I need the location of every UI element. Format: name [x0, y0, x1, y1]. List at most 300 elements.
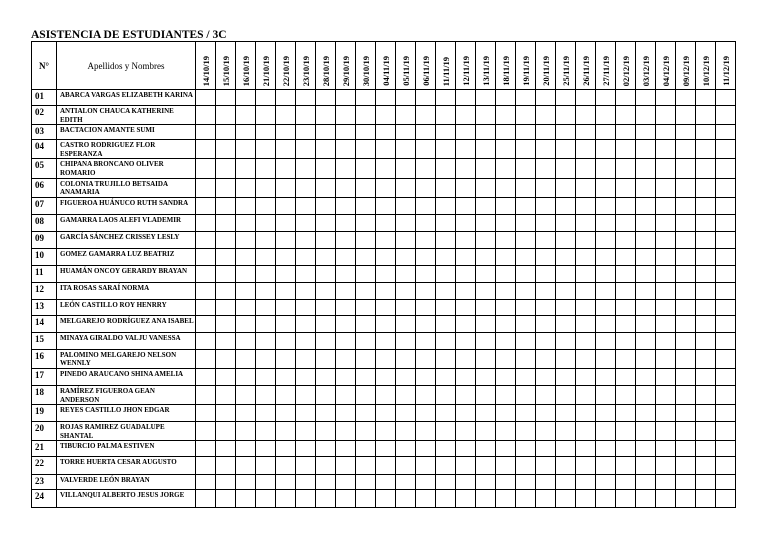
attendance-cell[interactable]: [596, 282, 616, 299]
attendance-cell[interactable]: [576, 248, 596, 265]
attendance-cell[interactable]: [496, 282, 516, 299]
attendance-cell[interactable]: [516, 231, 536, 248]
attendance-cell[interactable]: [716, 368, 736, 385]
attendance-cell[interactable]: [556, 457, 576, 475]
attendance-cell[interactable]: [516, 299, 536, 315]
attendance-cell[interactable]: [616, 332, 636, 349]
attendance-cell[interactable]: [656, 178, 676, 197]
attendance-cell[interactable]: [716, 332, 736, 349]
attendance-cell[interactable]: [476, 265, 496, 282]
attendance-cell[interactable]: [596, 178, 616, 197]
attendance-cell[interactable]: [396, 368, 416, 385]
attendance-cell[interactable]: [396, 178, 416, 197]
attendance-cell[interactable]: [376, 368, 396, 385]
attendance-cell[interactable]: [276, 282, 296, 299]
attendance-cell[interactable]: [496, 214, 516, 231]
attendance-cell[interactable]: [516, 248, 536, 265]
attendance-cell[interactable]: [276, 231, 296, 248]
attendance-cell[interactable]: [716, 405, 736, 422]
attendance-cell[interactable]: [236, 248, 256, 265]
attendance-cell[interactable]: [436, 385, 456, 404]
attendance-cell[interactable]: [396, 457, 416, 475]
attendance-cell[interactable]: [316, 282, 336, 299]
attendance-cell[interactable]: [396, 332, 416, 349]
attendance-cell[interactable]: [276, 349, 296, 368]
attendance-cell[interactable]: [696, 125, 716, 140]
attendance-cell[interactable]: [416, 385, 436, 404]
attendance-cell[interactable]: [416, 475, 436, 490]
attendance-cell[interactable]: [256, 457, 276, 475]
attendance-cell[interactable]: [576, 159, 596, 178]
attendance-cell[interactable]: [336, 457, 356, 475]
attendance-cell[interactable]: [396, 106, 416, 125]
attendance-cell[interactable]: [296, 315, 316, 332]
attendance-cell[interactable]: [436, 265, 456, 282]
attendance-cell[interactable]: [216, 368, 236, 385]
attendance-cell[interactable]: [416, 490, 436, 508]
attendance-cell[interactable]: [536, 490, 556, 508]
attendance-cell[interactable]: [496, 106, 516, 125]
attendance-cell[interactable]: [336, 349, 356, 368]
attendance-cell[interactable]: [496, 405, 516, 422]
attendance-cell[interactable]: [436, 197, 456, 214]
attendance-cell[interactable]: [436, 475, 456, 490]
attendance-cell[interactable]: [276, 315, 296, 332]
attendance-cell[interactable]: [236, 299, 256, 315]
attendance-cell[interactable]: [256, 282, 276, 299]
attendance-cell[interactable]: [416, 457, 436, 475]
attendance-cell[interactable]: [656, 441, 676, 457]
attendance-cell[interactable]: [276, 299, 296, 315]
attendance-cell[interactable]: [336, 441, 356, 457]
attendance-cell[interactable]: [616, 106, 636, 125]
attendance-cell[interactable]: [196, 422, 216, 441]
attendance-cell[interactable]: [716, 231, 736, 248]
attendance-cell[interactable]: [396, 214, 416, 231]
attendance-cell[interactable]: [436, 405, 456, 422]
attendance-cell[interactable]: [336, 197, 356, 214]
attendance-cell[interactable]: [696, 140, 716, 159]
attendance-cell[interactable]: [216, 159, 236, 178]
attendance-cell[interactable]: [596, 214, 616, 231]
attendance-cell[interactable]: [616, 282, 636, 299]
attendance-cell[interactable]: [436, 159, 456, 178]
attendance-cell[interactable]: [216, 265, 236, 282]
attendance-cell[interactable]: [476, 457, 496, 475]
attendance-cell[interactable]: [576, 299, 596, 315]
attendance-cell[interactable]: [436, 178, 456, 197]
attendance-cell[interactable]: [496, 332, 516, 349]
attendance-cell[interactable]: [556, 490, 576, 508]
attendance-cell[interactable]: [416, 140, 436, 159]
attendance-cell[interactable]: [396, 197, 416, 214]
attendance-cell[interactable]: [556, 214, 576, 231]
attendance-cell[interactable]: [416, 106, 436, 125]
attendance-cell[interactable]: [356, 422, 376, 441]
attendance-cell[interactable]: [656, 368, 676, 385]
attendance-cell[interactable]: [636, 106, 656, 125]
attendance-cell[interactable]: [556, 299, 576, 315]
attendance-cell[interactable]: [316, 457, 336, 475]
attendance-cell[interactable]: [676, 159, 696, 178]
attendance-cell[interactable]: [216, 282, 236, 299]
attendance-cell[interactable]: [276, 368, 296, 385]
attendance-cell[interactable]: [196, 159, 216, 178]
attendance-cell[interactable]: [516, 178, 536, 197]
attendance-cell[interactable]: [496, 299, 516, 315]
attendance-cell[interactable]: [296, 159, 316, 178]
attendance-cell[interactable]: [516, 159, 536, 178]
attendance-cell[interactable]: [716, 125, 736, 140]
attendance-cell[interactable]: [276, 106, 296, 125]
attendance-cell[interactable]: [616, 385, 636, 404]
attendance-cell[interactable]: [216, 441, 236, 457]
attendance-cell[interactable]: [296, 214, 316, 231]
attendance-cell[interactable]: [716, 315, 736, 332]
attendance-cell[interactable]: [376, 349, 396, 368]
attendance-cell[interactable]: [536, 441, 556, 457]
attendance-cell[interactable]: [336, 475, 356, 490]
attendance-cell[interactable]: [376, 422, 396, 441]
attendance-cell[interactable]: [236, 140, 256, 159]
attendance-cell[interactable]: [636, 368, 656, 385]
attendance-cell[interactable]: [256, 490, 276, 508]
attendance-cell[interactable]: [236, 405, 256, 422]
attendance-cell[interactable]: [356, 265, 376, 282]
attendance-cell[interactable]: [656, 265, 676, 282]
attendance-cell[interactable]: [256, 159, 276, 178]
attendance-cell[interactable]: [356, 457, 376, 475]
attendance-cell[interactable]: [596, 231, 616, 248]
attendance-cell[interactable]: [636, 231, 656, 248]
attendance-cell[interactable]: [556, 441, 576, 457]
attendance-cell[interactable]: [276, 475, 296, 490]
attendance-cell[interactable]: [416, 349, 436, 368]
attendance-cell[interactable]: [656, 231, 676, 248]
attendance-cell[interactable]: [276, 265, 296, 282]
attendance-cell[interactable]: [476, 315, 496, 332]
attendance-cell[interactable]: [636, 385, 656, 404]
attendance-cell[interactable]: [536, 315, 556, 332]
attendance-cell[interactable]: [256, 315, 276, 332]
attendance-cell[interactable]: [256, 422, 276, 441]
attendance-cell[interactable]: [476, 197, 496, 214]
attendance-cell[interactable]: [256, 385, 276, 404]
attendance-cell[interactable]: [436, 140, 456, 159]
attendance-cell[interactable]: [656, 475, 676, 490]
attendance-cell[interactable]: [296, 490, 316, 508]
attendance-cell[interactable]: [556, 231, 576, 248]
attendance-cell[interactable]: [236, 90, 256, 106]
attendance-cell[interactable]: [216, 248, 236, 265]
attendance-cell[interactable]: [416, 299, 436, 315]
attendance-cell[interactable]: [356, 231, 376, 248]
attendance-cell[interactable]: [196, 332, 216, 349]
attendance-cell[interactable]: [376, 332, 396, 349]
attendance-cell[interactable]: [356, 490, 376, 508]
attendance-cell[interactable]: [676, 385, 696, 404]
attendance-cell[interactable]: [296, 106, 316, 125]
attendance-cell[interactable]: [236, 197, 256, 214]
attendance-cell[interactable]: [716, 282, 736, 299]
attendance-cell[interactable]: [436, 125, 456, 140]
attendance-cell[interactable]: [696, 248, 716, 265]
attendance-cell[interactable]: [536, 214, 556, 231]
attendance-cell[interactable]: [636, 159, 656, 178]
attendance-cell[interactable]: [576, 178, 596, 197]
attendance-cell[interactable]: [236, 125, 256, 140]
attendance-cell[interactable]: [316, 422, 336, 441]
attendance-cell[interactable]: [616, 178, 636, 197]
attendance-cell[interactable]: [336, 385, 356, 404]
attendance-cell[interactable]: [596, 385, 616, 404]
attendance-cell[interactable]: [196, 125, 216, 140]
attendance-cell[interactable]: [196, 405, 216, 422]
attendance-cell[interactable]: [656, 140, 676, 159]
attendance-cell[interactable]: [496, 140, 516, 159]
attendance-cell[interactable]: [656, 422, 676, 441]
attendance-cell[interactable]: [576, 140, 596, 159]
attendance-cell[interactable]: [236, 282, 256, 299]
attendance-cell[interactable]: [256, 349, 276, 368]
attendance-cell[interactable]: [656, 457, 676, 475]
attendance-cell[interactable]: [376, 197, 396, 214]
attendance-cell[interactable]: [216, 490, 236, 508]
attendance-cell[interactable]: [556, 178, 576, 197]
attendance-cell[interactable]: [336, 214, 356, 231]
attendance-cell[interactable]: [656, 125, 676, 140]
attendance-cell[interactable]: [456, 248, 476, 265]
attendance-cell[interactable]: [396, 475, 416, 490]
attendance-cell[interactable]: [556, 140, 576, 159]
attendance-cell[interactable]: [676, 265, 696, 282]
attendance-cell[interactable]: [576, 197, 596, 214]
attendance-cell[interactable]: [696, 475, 716, 490]
attendance-cell[interactable]: [696, 349, 716, 368]
attendance-cell[interactable]: [256, 441, 276, 457]
attendance-cell[interactable]: [516, 405, 536, 422]
attendance-cell[interactable]: [456, 385, 476, 404]
attendance-cell[interactable]: [216, 349, 236, 368]
attendance-cell[interactable]: [216, 90, 236, 106]
attendance-cell[interactable]: [496, 178, 516, 197]
attendance-cell[interactable]: [536, 140, 556, 159]
attendance-cell[interactable]: [476, 125, 496, 140]
attendance-cell[interactable]: [456, 90, 476, 106]
attendance-cell[interactable]: [516, 265, 536, 282]
attendance-cell[interactable]: [616, 125, 636, 140]
attendance-cell[interactable]: [316, 441, 336, 457]
attendance-cell[interactable]: [296, 405, 316, 422]
attendance-cell[interactable]: [416, 248, 436, 265]
attendance-cell[interactable]: [216, 231, 236, 248]
attendance-cell[interactable]: [256, 475, 276, 490]
attendance-cell[interactable]: [336, 125, 356, 140]
attendance-cell[interactable]: [716, 140, 736, 159]
attendance-cell[interactable]: [616, 368, 636, 385]
attendance-cell[interactable]: [456, 214, 476, 231]
attendance-cell[interactable]: [436, 90, 456, 106]
attendance-cell[interactable]: [396, 125, 416, 140]
attendance-cell[interactable]: [256, 265, 276, 282]
attendance-cell[interactable]: [496, 368, 516, 385]
attendance-cell[interactable]: [576, 385, 596, 404]
attendance-cell[interactable]: [676, 248, 696, 265]
attendance-cell[interactable]: [556, 265, 576, 282]
attendance-cell[interactable]: [236, 457, 256, 475]
attendance-cell[interactable]: [256, 405, 276, 422]
attendance-cell[interactable]: [356, 178, 376, 197]
attendance-cell[interactable]: [676, 441, 696, 457]
attendance-cell[interactable]: [536, 282, 556, 299]
attendance-cell[interactable]: [396, 90, 416, 106]
attendance-cell[interactable]: [656, 332, 676, 349]
attendance-cell[interactable]: [596, 315, 616, 332]
attendance-cell[interactable]: [356, 441, 376, 457]
attendance-cell[interactable]: [596, 441, 616, 457]
attendance-cell[interactable]: [436, 231, 456, 248]
attendance-cell[interactable]: [656, 90, 676, 106]
attendance-cell[interactable]: [516, 282, 536, 299]
attendance-cell[interactable]: [336, 178, 356, 197]
attendance-cell[interactable]: [636, 197, 656, 214]
attendance-cell[interactable]: [636, 125, 656, 140]
attendance-cell[interactable]: [536, 106, 556, 125]
attendance-cell[interactable]: [636, 140, 656, 159]
attendance-cell[interactable]: [636, 441, 656, 457]
attendance-cell[interactable]: [616, 422, 636, 441]
attendance-cell[interactable]: [396, 282, 416, 299]
attendance-cell[interactable]: [656, 349, 676, 368]
attendance-cell[interactable]: [196, 475, 216, 490]
attendance-cell[interactable]: [576, 422, 596, 441]
attendance-cell[interactable]: [656, 385, 676, 404]
attendance-cell[interactable]: [496, 90, 516, 106]
attendance-cell[interactable]: [316, 248, 336, 265]
attendance-cell[interactable]: [516, 90, 536, 106]
attendance-cell[interactable]: [356, 159, 376, 178]
attendance-cell[interactable]: [576, 457, 596, 475]
attendance-cell[interactable]: [436, 368, 456, 385]
attendance-cell[interactable]: [216, 332, 236, 349]
attendance-cell[interactable]: [656, 197, 676, 214]
attendance-cell[interactable]: [676, 214, 696, 231]
attendance-cell[interactable]: [196, 265, 216, 282]
attendance-cell[interactable]: [436, 248, 456, 265]
attendance-cell[interactable]: [676, 315, 696, 332]
attendance-cell[interactable]: [456, 475, 476, 490]
attendance-cell[interactable]: [396, 422, 416, 441]
attendance-cell[interactable]: [216, 197, 236, 214]
attendance-cell[interactable]: [716, 248, 736, 265]
attendance-cell[interactable]: [676, 125, 696, 140]
attendance-cell[interactable]: [316, 140, 336, 159]
attendance-cell[interactable]: [696, 315, 716, 332]
attendance-cell[interactable]: [236, 265, 256, 282]
attendance-cell[interactable]: [596, 197, 616, 214]
attendance-cell[interactable]: [256, 197, 276, 214]
attendance-cell[interactable]: [516, 441, 536, 457]
attendance-cell[interactable]: [236, 422, 256, 441]
attendance-cell[interactable]: [236, 159, 256, 178]
attendance-cell[interactable]: [616, 231, 636, 248]
attendance-cell[interactable]: [516, 385, 536, 404]
attendance-cell[interactable]: [336, 315, 356, 332]
attendance-cell[interactable]: [596, 248, 616, 265]
attendance-cell[interactable]: [456, 106, 476, 125]
attendance-cell[interactable]: [316, 332, 336, 349]
attendance-cell[interactable]: [656, 106, 676, 125]
attendance-cell[interactable]: [676, 422, 696, 441]
attendance-cell[interactable]: [196, 197, 216, 214]
attendance-cell[interactable]: [456, 441, 476, 457]
attendance-cell[interactable]: [216, 178, 236, 197]
attendance-cell[interactable]: [676, 368, 696, 385]
attendance-cell[interactable]: [356, 248, 376, 265]
attendance-cell[interactable]: [356, 125, 376, 140]
attendance-cell[interactable]: [396, 315, 416, 332]
attendance-cell[interactable]: [716, 265, 736, 282]
attendance-cell[interactable]: [556, 197, 576, 214]
attendance-cell[interactable]: [356, 214, 376, 231]
attendance-cell[interactable]: [316, 475, 336, 490]
attendance-cell[interactable]: [696, 90, 716, 106]
attendance-cell[interactable]: [276, 385, 296, 404]
attendance-cell[interactable]: [376, 178, 396, 197]
attendance-cell[interactable]: [436, 214, 456, 231]
attendance-cell[interactable]: [396, 159, 416, 178]
attendance-cell[interactable]: [636, 282, 656, 299]
attendance-cell[interactable]: [696, 178, 716, 197]
attendance-cell[interactable]: [616, 265, 636, 282]
attendance-cell[interactable]: [196, 368, 216, 385]
attendance-cell[interactable]: [536, 299, 556, 315]
attendance-cell[interactable]: [396, 265, 416, 282]
attendance-cell[interactable]: [276, 125, 296, 140]
attendance-cell[interactable]: [276, 248, 296, 265]
attendance-cell[interactable]: [276, 140, 296, 159]
attendance-cell[interactable]: [716, 90, 736, 106]
attendance-cell[interactable]: [396, 231, 416, 248]
attendance-cell[interactable]: [496, 490, 516, 508]
attendance-cell[interactable]: [296, 282, 316, 299]
attendance-cell[interactable]: [376, 457, 396, 475]
attendance-cell[interactable]: [376, 90, 396, 106]
attendance-cell[interactable]: [456, 405, 476, 422]
attendance-cell[interactable]: [356, 385, 376, 404]
attendance-cell[interactable]: [696, 231, 716, 248]
attendance-cell[interactable]: [676, 282, 696, 299]
attendance-cell[interactable]: [256, 231, 276, 248]
attendance-cell[interactable]: [676, 349, 696, 368]
attendance-cell[interactable]: [536, 178, 556, 197]
attendance-cell[interactable]: [676, 457, 696, 475]
attendance-cell[interactable]: [616, 405, 636, 422]
attendance-cell[interactable]: [536, 422, 556, 441]
attendance-cell[interactable]: [316, 159, 336, 178]
attendance-cell[interactable]: [676, 90, 696, 106]
attendance-cell[interactable]: [436, 299, 456, 315]
attendance-cell[interactable]: [296, 368, 316, 385]
attendance-cell[interactable]: [196, 385, 216, 404]
attendance-cell[interactable]: [496, 385, 516, 404]
attendance-cell[interactable]: [196, 299, 216, 315]
attendance-cell[interactable]: [576, 490, 596, 508]
attendance-cell[interactable]: [556, 315, 576, 332]
attendance-cell[interactable]: [416, 214, 436, 231]
attendance-cell[interactable]: [256, 214, 276, 231]
attendance-cell[interactable]: [316, 368, 336, 385]
